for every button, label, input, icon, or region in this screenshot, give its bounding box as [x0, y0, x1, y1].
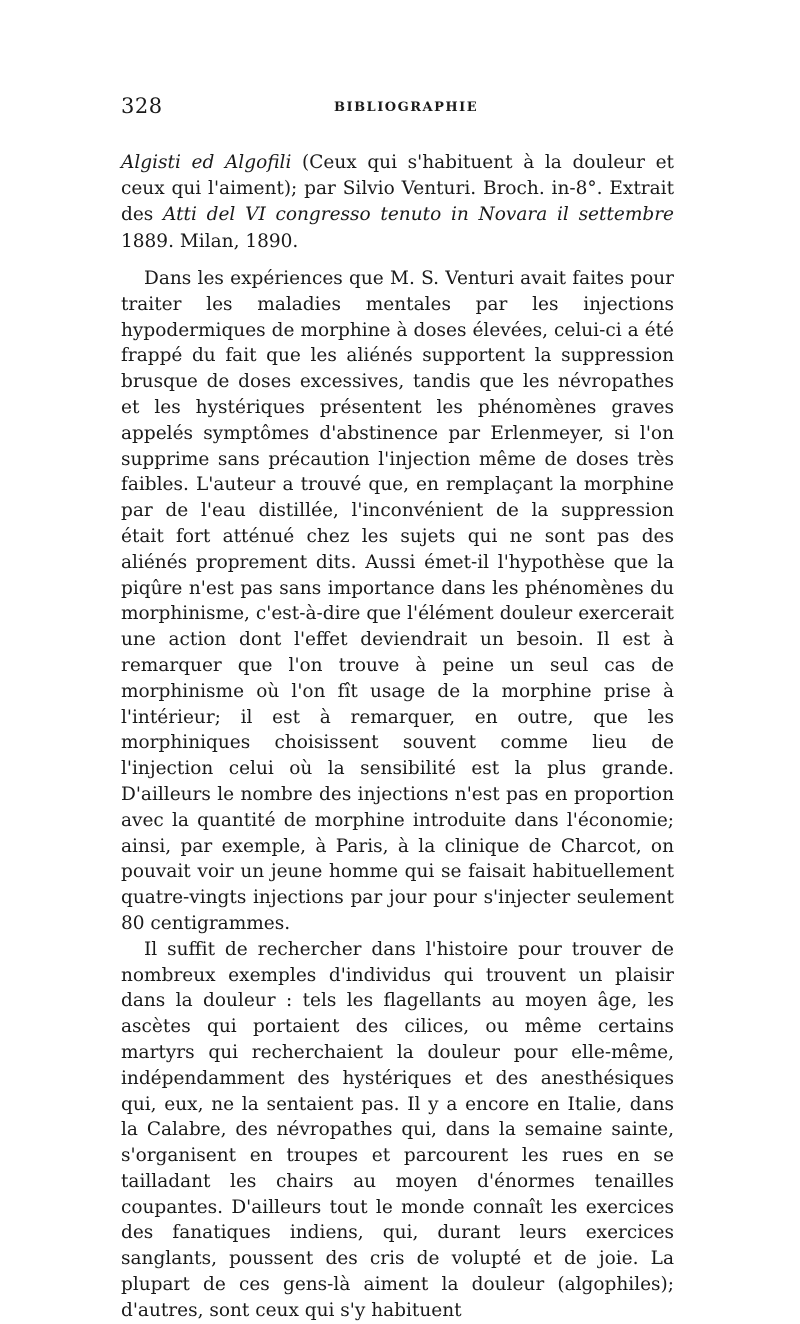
bibliography-date-place: 1889. Milan, 1890. [121, 230, 299, 252]
running-title: BIBLIOGRAPHIE [334, 100, 479, 115]
body-text [121, 266, 674, 1324]
bibliography-source: Atti del VI congresso tenuto in Novara il settembre [163, 204, 674, 226]
bibliography-description: (Ceux qui s'habituent à la douleur et ceux qui l'aiment); par Silvio Venturi. Broch. in-8°. Extrait des [121, 152, 674, 226]
paragraph: Dans les expériences que M. S. Venturi avait faites pour traiter les maladies mentales par les injections hypodermiques de morphine à doses élevées, celui-ci a été frappé du fait que les aliénés supportent la suppression brusque de doses excessives, tandis que les névropathes et les hystériques présentent les phénomènes graves appelés symptômes d'abstinence par Erlenmeyer, si l'on supprime sans précaution l'injection même de doses très faibles. L'auteur a trouvé que, en remplaçant la morphine par de l'eau distillée, l'inconvénient de la suppression était fort atténué chez les sujets qui ne sont pas des aliénés proprement dits. Aussi émet-il l'hypothèse que la piqûre n'est pas sans importance dans les phénomènes du morphinisme, c'est-à-dire que l'élément douleur exercerait une action dont l'effet deviendrait un besoin. Il est à remarquer que l'on trouve à peine un seul cas de morphinisme où l'on fît usage de la morphine prise à l'intérieur; il est à remarquer, en outre, que les morphiniques choisissent souvent comme lieu de l'injection celui où la sensibilité est la plus grande. D'ailleurs le nombre des injections n'est pas en proportion avec la quantité de morphine introduite dans l'économie; ainsi, par exemple, à Paris, à la clinique de Charcot, on pouvait voir un jeune homme qui se faisait habituellement quatre-vingts injections par jour pour s'injecter seulement 80 centigrammes. [121, 268, 674, 934]
bibliography-title: Algisti ed Algofili [121, 152, 292, 173]
page-number: 328 [121, 94, 163, 118]
paragraph: Il suffit de rechercher dans l'histoire pour trouver de nombreux exemples d'individus qui trouvent un plaisir dans la douleur : tels les flagellants au moyen âge, les ascètes qui portaient des cilices, ou même certains martyrs qui recherchaient la douleur pour elle-même, indépendamment des hystériques et des anesthésiques qui, eux, ne la sentaient pas. Il y a encore en Italie, dans la Calabre, des névropathes qui, dans la semaine sainte, s'organisent en troupes et parcourent les rues en se tailladant les chairs au moyen d'énormes tenailles coupantes. D'ailleurs tout le monde connaît les exercices des fanatiques indiens, qui, durant leurs exercices sanglants, poussent des cris de volupté et de joie. La plupart de ces gens-là aiment la douleur (algophiles); d'autres, sont ceux qui s'y habituent [121, 938, 674, 1321]
bibliography-entry-line [121, 150, 674, 255]
bibliography-entry [121, 150, 674, 255]
